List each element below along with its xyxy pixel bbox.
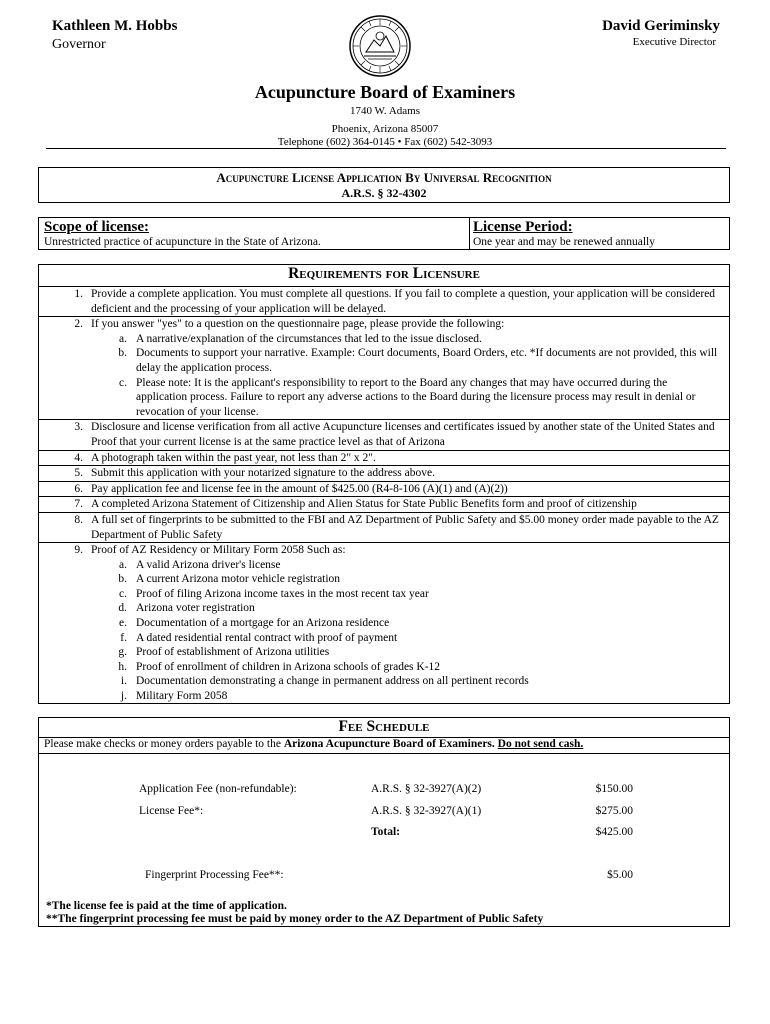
subitem-letter: i. — [120, 675, 127, 688]
fee-total-label: Total: — [371, 826, 400, 838]
subitem-text: Please note: It is the applicant's responsibility to report to the Board any changes that may have occurred during the application process. Failure to report any adverse actions to the Board during the licensure process may result in denial or revocation of your license. — [136, 376, 696, 418]
subitem-text: Proof of enrollment of children in Arizona schools of grades K-12 — [136, 660, 441, 673]
requirement-subitem — [91, 660, 721, 675]
requirement-item — [39, 317, 729, 420]
requirement-text: A completed Arizona Statement of Citizenship and Alien Status for State Public Benefits form and proof of citizenship — [91, 498, 637, 511]
street-address: 1740 W. Adams — [350, 105, 420, 117]
requirement-subitem — [91, 645, 721, 660]
requirement-item — [39, 497, 729, 513]
requirement-subitem — [91, 689, 721, 704]
subitem-text: Documentation of a mortgage for an Arizona residence — [136, 617, 390, 630]
requirement-number: 5. — [74, 467, 83, 480]
subitem-letter: h. — [118, 660, 127, 673]
subitem-letter: j. — [120, 690, 127, 703]
license-period-text: One year and may be renewed annually — [473, 236, 656, 248]
form-title-box — [38, 167, 730, 203]
subitem-text: Proof of filing Arizona income taxes in the most recent tax year — [136, 587, 429, 600]
requirement-subitem — [91, 572, 721, 587]
requirement-text: Disclosure and license verification from all active Acupuncture licenses and certificates issued by another state of the United States and Proof that your current license is at the same practice level as that of Arizona — [91, 421, 715, 448]
requirement-item — [39, 287, 729, 317]
subitem-letter: c. — [119, 376, 127, 389]
subitem-letter: g. — [118, 646, 127, 659]
requirement-item — [39, 451, 729, 467]
cash-warning: Do not send cash. — [497, 738, 584, 750]
requirement-subitem — [91, 587, 721, 602]
requirement-item — [39, 420, 729, 450]
requirement-text: Pay application fee and license fee in the amount of $425.00 (R4-8-106 (A)(1) and (A)(2)) — [91, 482, 508, 495]
subitem-text: Documentation demonstrating a change in permanent address on all pertinent records — [136, 675, 529, 688]
subitem-text: A current Arizona motor vehicle registration — [136, 573, 341, 586]
requirement-item — [39, 513, 729, 543]
director-name: David Geriminsky — [602, 18, 720, 34]
subitem-text: A narrative/explanation of the circumstances that led to the issue disclosed. — [136, 332, 482, 345]
scope-of-license — [39, 218, 470, 249]
arizona-seal-icon — [348, 14, 412, 78]
requirements-heading: Requirements for Licensure — [39, 265, 729, 287]
requirement-subitem — [91, 616, 721, 631]
requirement-text: If you answer "yes" to a question on the questionnaire page, please provide the following: — [91, 318, 505, 331]
requirement-subitem — [91, 376, 721, 420]
requirement-item — [39, 543, 729, 704]
fee-schedule-box — [38, 717, 730, 927]
requirements-box — [38, 264, 730, 704]
requirement-text: Proof of AZ Residency or Military Form 2058 Such as: — [91, 544, 346, 557]
fingerprint-fee-amount: $5.00 — [607, 869, 633, 881]
payment-note-prefix: Please make checks or money orders payable to the — [44, 738, 284, 750]
requirement-text: A full set of fingerprints to be submitted to the FBI and AZ Department of Public Safety and $5.00 money order made payable to the AZ Department of Public Safety — [91, 513, 719, 541]
subitem-letter: c. — [119, 587, 127, 600]
subitem-text: Documents to support your narrative. Example: Court documents, Board Orders, etc. *If documents are not provided, this will delay the application process. — [136, 347, 718, 374]
fingerprint-fee-footnote: **The fingerprint processing fee must be paid by money order to the AZ Department of Public Safety — [46, 913, 544, 925]
director-title: Executive Director — [632, 36, 716, 48]
requirement-text: A photograph taken within the past year, not less than 2" x 2". — [91, 451, 376, 464]
subitem-letter: a. — [119, 332, 127, 345]
requirement-number: 9. — [74, 544, 83, 557]
license-period-heading: License Period: — [473, 219, 573, 235]
fee-amount: $150.00 — [595, 783, 633, 795]
requirement-number: 6. — [74, 482, 83, 495]
fee-label: Application Fee (non-refundable): — [139, 783, 297, 795]
city-address: Phoenix, Arizona 85007 — [331, 123, 439, 135]
requirement-item — [39, 482, 729, 498]
subitem-text: A dated residential rental contract with proof of payment — [136, 631, 398, 644]
subitem-letter: e. — [119, 617, 127, 630]
payee-name: Arizona Acupuncture Board of Examiners. — [283, 738, 495, 750]
requirement-number: 2. — [74, 318, 83, 331]
requirement-subitem — [91, 558, 721, 573]
fee-schedule-heading: Fee Schedule — [39, 718, 729, 738]
requirement-text: Submit this application with your notarized signature to the address above. — [91, 467, 435, 480]
fee-label: License Fee*: — [139, 805, 204, 817]
fee-amount: $275.00 — [595, 805, 633, 817]
subitem-text: Proof of establishment of Arizona utilities — [136, 646, 330, 659]
subitem-text: Arizona voter registration — [136, 602, 255, 615]
subitem-letter: b. — [118, 347, 127, 360]
subitem-text: A valid Arizona driver's license — [136, 558, 281, 571]
requirement-number: 3. — [74, 421, 83, 434]
requirement-subitem — [91, 601, 721, 616]
license-period — [470, 218, 729, 249]
form-statute: A.R.S. § 32-4302 — [341, 186, 427, 200]
fee-statute: A.R.S. § 32-3927(A)(2) — [371, 783, 482, 795]
requirement-subitem — [91, 631, 721, 646]
fingerprint-fee-label: Fingerprint Processing Fee**: — [145, 869, 284, 881]
board-name: Acupuncture Board of Examiners — [254, 82, 516, 102]
contact-numbers: Telephone (602) 364-0145 • Fax (602) 542-3093 — [277, 136, 493, 148]
fee-total-amount: $425.00 — [595, 826, 633, 838]
fee-statute: A.R.S. § 32-3927(A)(1) — [371, 805, 482, 817]
requirement-subitem — [91, 346, 721, 375]
requirement-number: 8. — [74, 513, 83, 526]
requirement-item — [39, 466, 729, 482]
scope-box — [38, 217, 730, 250]
subitem-letter: a. — [119, 558, 127, 571]
requirement-subitem — [91, 332, 721, 347]
requirement-number: 1. — [74, 288, 83, 300]
license-fee-footnote: *The license fee is paid at the time of application. — [46, 900, 287, 912]
payment-note — [39, 738, 729, 754]
requirement-number: 7. — [74, 498, 83, 511]
scope-text: Unrestricted practice of acupuncture in the State of Arizona. — [44, 236, 321, 248]
header-divider — [46, 148, 726, 149]
governor-name: Kathleen M. Hobbs — [52, 18, 178, 34]
subitem-letter: b. — [118, 573, 127, 586]
scope-heading: Scope of license: — [44, 219, 149, 235]
requirement-text: Provide a complete application. You must complete all questions. If you fail to complete a question, your application will be considered deficient and the processing of your application will be delayed. — [91, 288, 716, 315]
subitem-letter: d. — [118, 602, 127, 615]
requirement-subitem — [91, 674, 721, 689]
subitem-text: Military Form 2058 — [136, 690, 228, 703]
subitem-letter: f. — [120, 631, 127, 644]
governor-title: Governor — [52, 37, 106, 52]
form-title: Acupuncture License Application By Universal Recognition — [216, 170, 552, 185]
requirements-list — [39, 287, 729, 704]
requirement-number: 4. — [74, 451, 83, 464]
